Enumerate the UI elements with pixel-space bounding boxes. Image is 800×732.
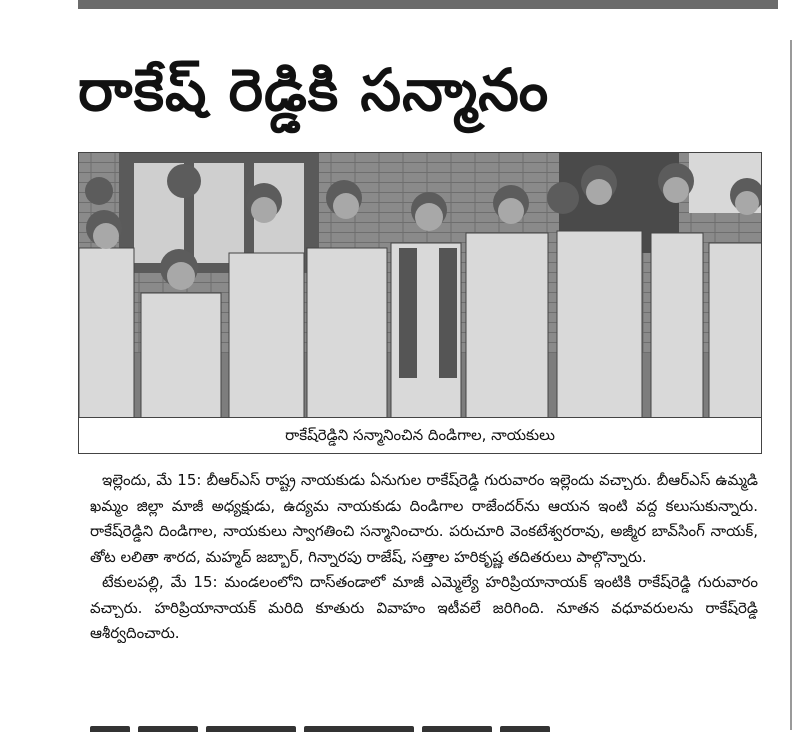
article-body	[90, 468, 758, 647]
article-paragraph: టేకులపల్లి, మే 15: మండలంలోని దాస్‌తండాలో మాజీ ఎమ్మెల్యే హరిప్రియానాయక్ ఇంటికి రాకేష్‌రెడ్డి గురువారం వచ్చారు. హరిప్రియానాయక్ మరిది కూతురు వివాహం ఇటీవలే జరిగింది. నూతన వధూవరులను రాకేష్‌రెడ్డి ఆశీర్వదించారు.	[90, 573, 758, 642]
top-rule	[78, 0, 778, 9]
column-divider	[790, 40, 792, 730]
headline: రాకేష్ రెడ్డికి సన్మానం	[78, 56, 550, 124]
cut-off-next-headline	[90, 712, 690, 732]
article-paragraph: ఇల్లెందు, మే 15: బీఆర్ఎస్ రాష్ట్ర నాయకుడు ఏనుగుల రాకేష్‌రెడ్డి గురువారం ఇల్లెందు వచ్చారు. బీఆర్ఎస్ ఉమ్మడి ఖమ్మం జిల్లా మాజీ అధ్యక్షుడు, ఉద్యమ నాయకుడు దిండిగాల రాజేందర్‌ను ఆయన ఇంటి వద్ద కలుసుకున్నారు. రాకేష్‌రెడ్డిని దిండిగాల, నాయకులు స్వాగతించి సన్మానించారు. పరుచూరి వెంకటేశ్వరరావు, అజ్మీర బావ్‌సింగ్ నాయక్, తోట లలితా శారద, మహ్మద్ జబ్బార్, గిన్నారపు రాజేష్, సత్తాల హరికృష్ణ తదితరులు పాల్గొన్నారు.	[90, 471, 758, 566]
news-photo	[78, 152, 762, 418]
photo-caption: రాకేష్‌రెడ్డిని సన్మానించిన దిండిగాల, నాయకులు	[78, 418, 762, 454]
